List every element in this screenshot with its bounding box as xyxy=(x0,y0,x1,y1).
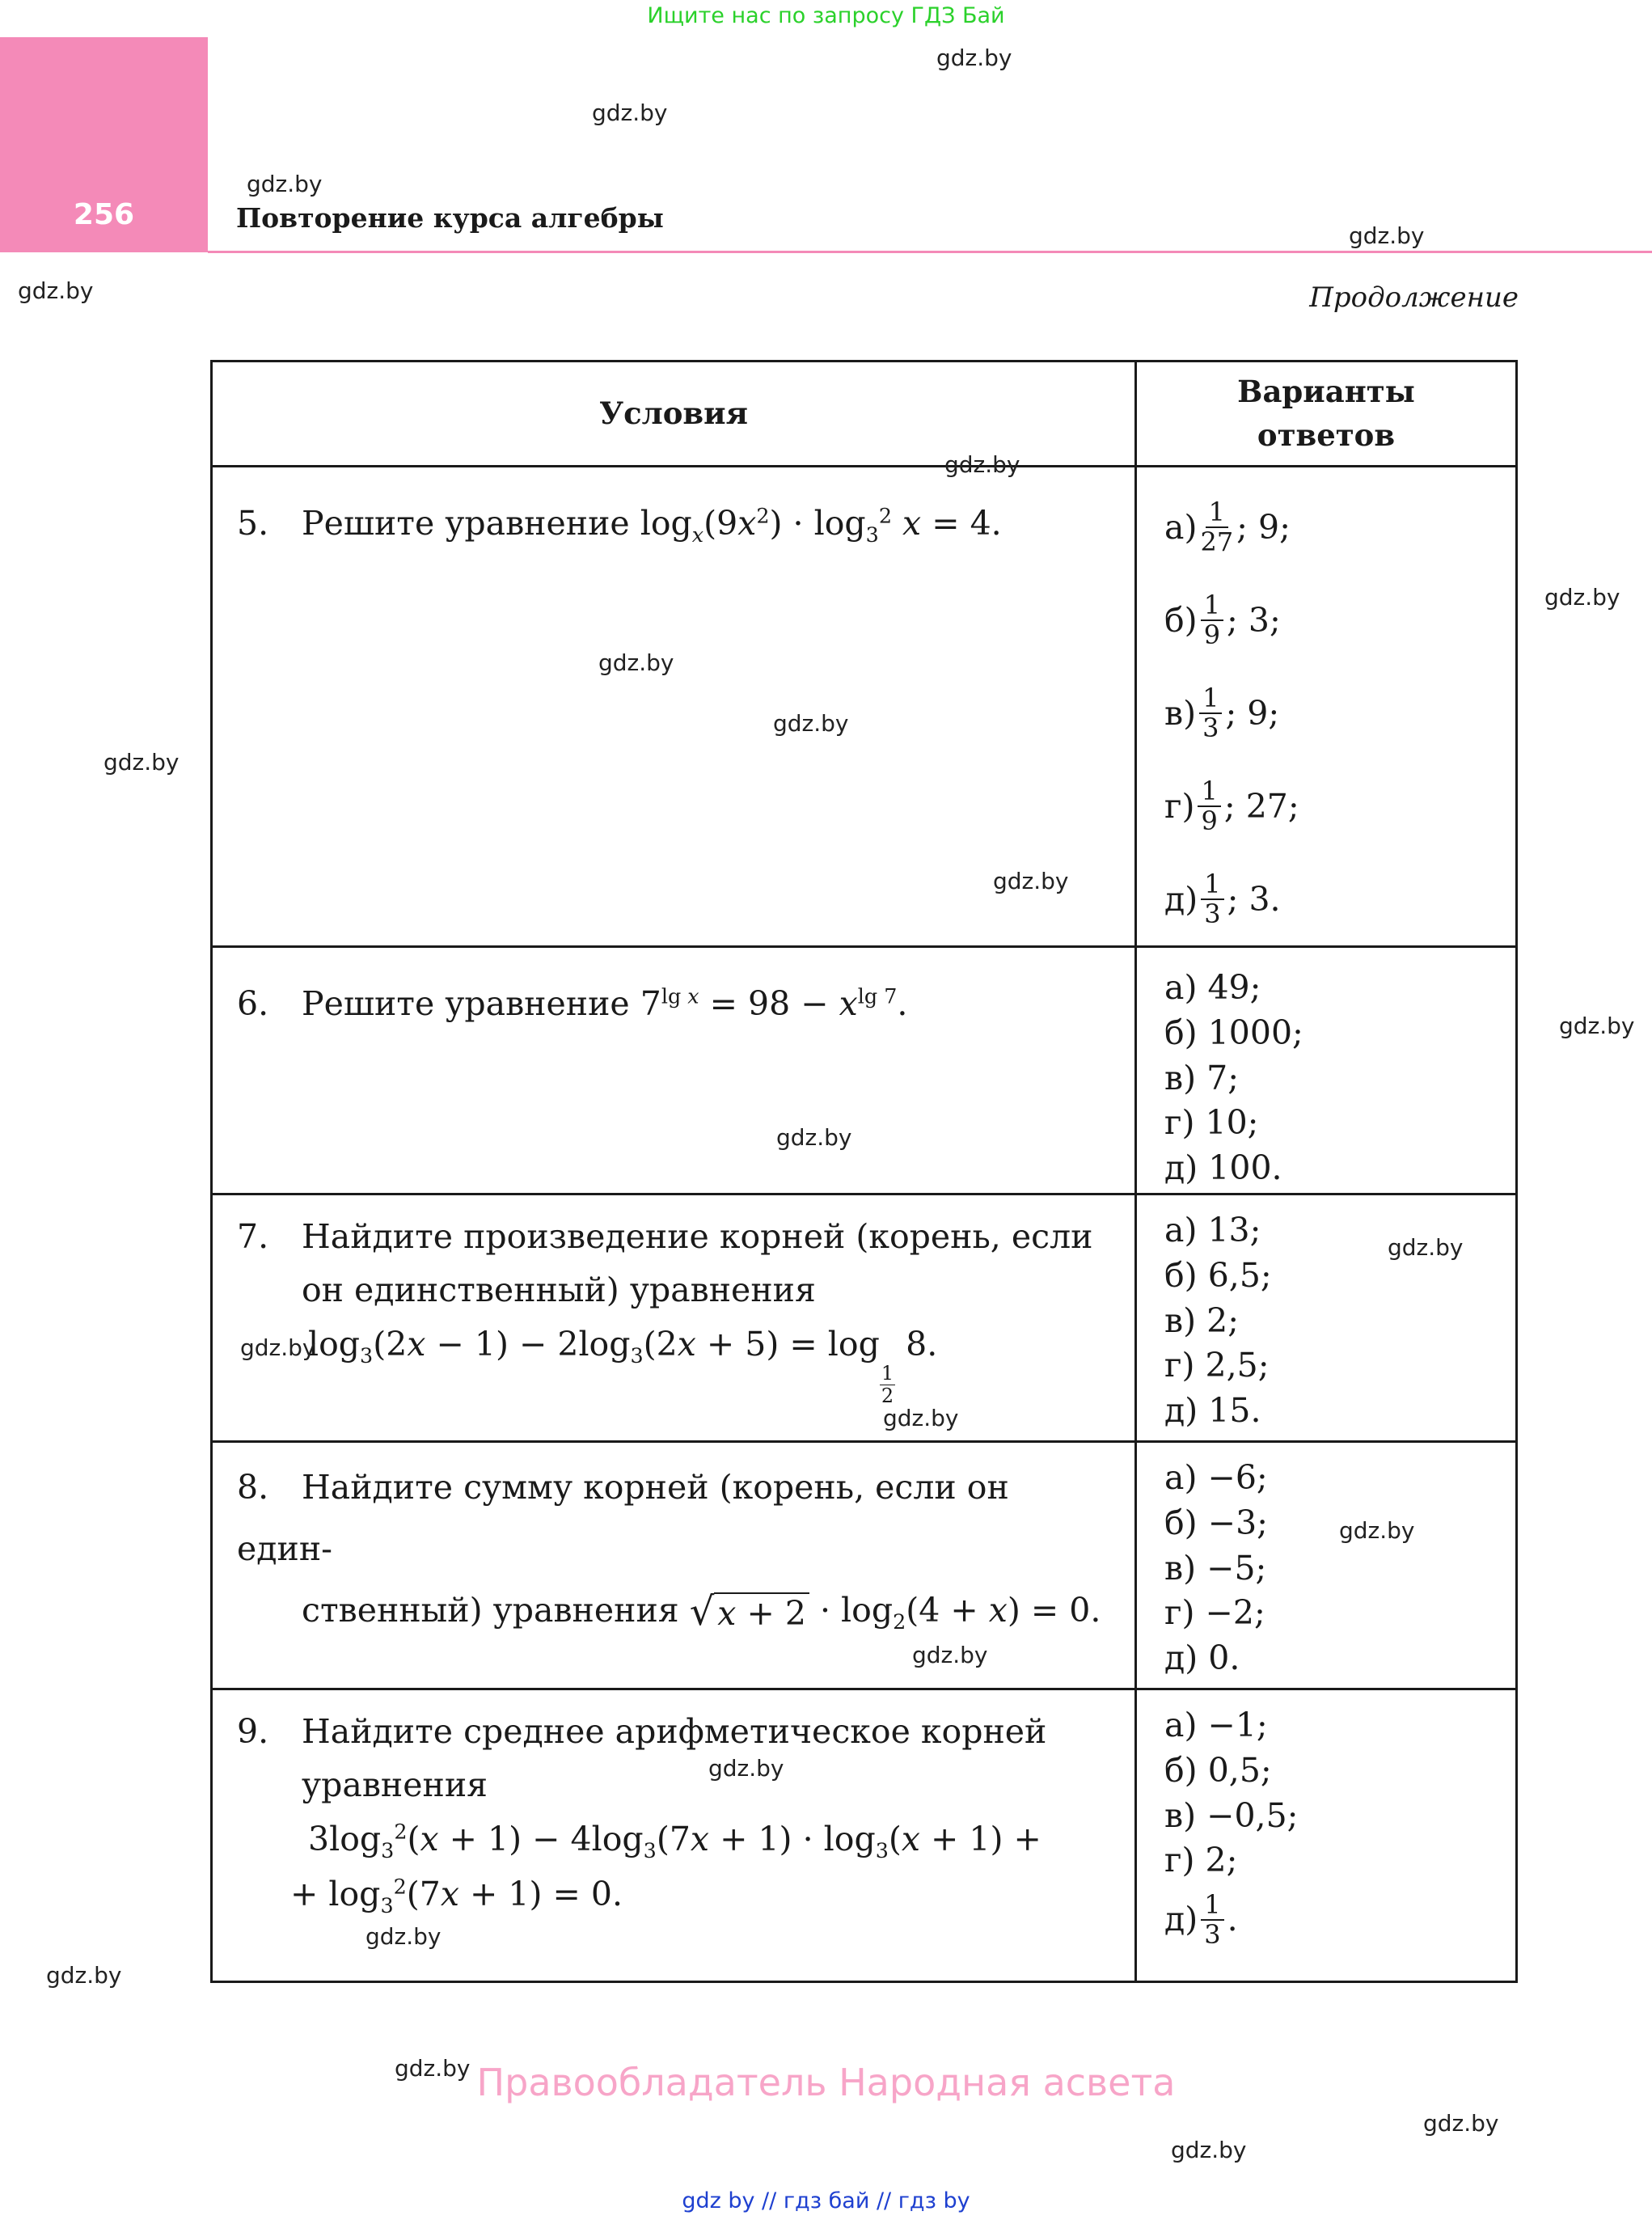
task-9-equation-line-1: $3\log_3^2(x + 1) - 4\log_3(7x + 1) \cdot \log_3(x + 1)$ + xyxy=(308,1819,1041,1862)
answers-header: Варианты ответов xyxy=(1136,362,1517,467)
task-8-equation: √ x + 2 · $\log_2(4 + x) = 0$. xyxy=(689,1588,1101,1634)
task-8-condition: 8. Найдите сумму корней (корень, если он един- ственный) уравнения √ x + 2 · $\log_2(4 + x) = 0$. xyxy=(212,1442,1136,1689)
table-header-row xyxy=(212,362,1517,467)
watermark: gdz.by xyxy=(1339,1517,1415,1544)
task-9-condition: 9. Найдите среднее арифметическое корней уравнения $3\log_3^2(x + 1) - 4\log_3(7x + 1) \cdot \log_3(x + 1)$ + + $\log_3^2(7x + 1) = 0$. xyxy=(212,1689,1136,1982)
table-row xyxy=(212,1194,1517,1442)
header-divider xyxy=(208,251,1652,253)
watermark: gdz.by xyxy=(104,749,180,776)
list-item: б) $\frac{1}{9}$ ; 3; xyxy=(1164,589,1281,650)
task-6-condition: 6. Решите уравнение $7^{lg x} = 98 - x^{lg 7}$. xyxy=(212,947,1136,1194)
task-5-equation: $\log_x(9x^2) \cdot \log_3^2 x = 4$. xyxy=(640,503,1002,548)
list-item: г) 2; xyxy=(1164,1841,1238,1880)
list-item: в) 7; xyxy=(1164,1058,1240,1097)
section-title: Повторение курса алгебры xyxy=(236,202,664,234)
list-item: д) 15. xyxy=(1164,1391,1261,1430)
watermark: gdz.by xyxy=(240,1334,316,1361)
watermark: gdz.by xyxy=(708,1755,784,1782)
conditions-header: Условия xyxy=(212,362,1136,467)
watermark: gdz.by xyxy=(883,1405,959,1431)
list-item: а) 49; xyxy=(1164,968,1261,1007)
task-8-answers xyxy=(1136,1442,1517,1689)
list-item: а) $\frac{1}{27}$ ; 9; xyxy=(1164,496,1291,557)
list-item: б) −3; xyxy=(1164,1503,1268,1542)
watermark: gdz.by xyxy=(1423,2110,1499,2137)
list-item: в) −0,5; xyxy=(1164,1795,1299,1835)
table-row xyxy=(212,1442,1517,1689)
task-7-answers xyxy=(1136,1194,1517,1442)
watermark: gdz.by xyxy=(1559,1013,1635,1039)
watermark: gdz.by xyxy=(247,171,323,197)
watermark: gdz.by xyxy=(912,1642,988,1668)
list-item: а) −6; xyxy=(1164,1458,1268,1497)
task-6-answers xyxy=(1136,947,1517,1194)
task-9-equation-line-2: + $\log_3^2(7x + 1) = 0$. xyxy=(290,1874,623,1918)
watermark: gdz.by xyxy=(1544,584,1620,611)
list-item: г) 10; xyxy=(1164,1103,1259,1143)
watermark: gdz.by xyxy=(773,710,849,737)
list-item: б) 6,5; xyxy=(1164,1255,1272,1295)
page-number: 256 xyxy=(73,198,135,231)
list-item: г) 2,5; xyxy=(1164,1346,1270,1385)
list-item: д) $\frac{1}{3}$ ; 3. xyxy=(1164,868,1281,929)
footer-links: gdz by // гдз бай // гдз by xyxy=(682,2188,970,2213)
watermark: gdz.by xyxy=(1349,222,1425,249)
tasks-table xyxy=(210,360,1518,1983)
watermark: gdz.by xyxy=(592,99,668,126)
copyright-notice: Правообладатель Народная асвета xyxy=(476,2061,1176,2104)
list-item: д) 100. xyxy=(1164,1148,1282,1187)
list-item: г) $\frac{1}{9}$ ; 27; xyxy=(1164,775,1299,836)
task-5-condition: 5. Решите уравнение $\log_x(9x^2) \cdot \log_3^2 x = 4$. xyxy=(212,467,1136,947)
task-6-equation: $7^{lg x} = 98 - x^{lg 7}$. xyxy=(640,983,908,1023)
list-item: д) 0. xyxy=(1164,1638,1240,1677)
search-hint: Ищите нас по запросу ГДЗ Бай xyxy=(647,3,1005,28)
task-7-condition: 7. Найдите произведение корней (корень, если он единственный) уравнения $\log_3(2x - 1) - 2\log_3(2x + 5) = \log$ $\frac{1}{2}$ 8. xyxy=(212,1194,1136,1442)
list-item: а) −1; xyxy=(1164,1706,1268,1744)
list-item: а) 13; xyxy=(1164,1211,1261,1249)
task-5-answers xyxy=(1136,467,1517,947)
list-item: в) $\frac{1}{3}$ ; 9; xyxy=(1164,682,1280,743)
list-item: в) 2; xyxy=(1164,1300,1240,1340)
list-item: г) −2; xyxy=(1164,1593,1265,1633)
watermark: gdz.by xyxy=(46,1962,122,1989)
table-row xyxy=(212,947,1517,1194)
task-9-answers xyxy=(1136,1689,1517,1982)
watermark: gdz.by xyxy=(993,868,1069,894)
table-row xyxy=(212,467,1517,947)
watermark: gdz.by xyxy=(598,649,674,676)
list-item: б) 0,5; xyxy=(1164,1750,1272,1790)
watermark: gdz.by xyxy=(936,44,1012,71)
list-item: в) −5; xyxy=(1164,1548,1267,1588)
task-7-equation: $\log_3(2x - 1) - 2\log_3(2x + 5) = \log$ $\frac{1}{2}$ 8. xyxy=(308,1324,938,1408)
list-item: б) 1000; xyxy=(1164,1013,1303,1052)
continued-label: Продолжение xyxy=(1309,281,1519,314)
watermark: gdz.by xyxy=(365,1923,442,1950)
watermark: gdz.by xyxy=(944,451,1020,478)
watermark: gdz.by xyxy=(776,1124,852,1151)
watermark: gdz.by xyxy=(395,2055,471,2082)
watermark: gdz.by xyxy=(18,277,94,304)
watermark: gdz.by xyxy=(1388,1234,1464,1261)
list-item: д) $\frac{1}{3}$ . xyxy=(1164,1889,1238,1950)
watermark: gdz.by xyxy=(1171,2137,1247,2163)
